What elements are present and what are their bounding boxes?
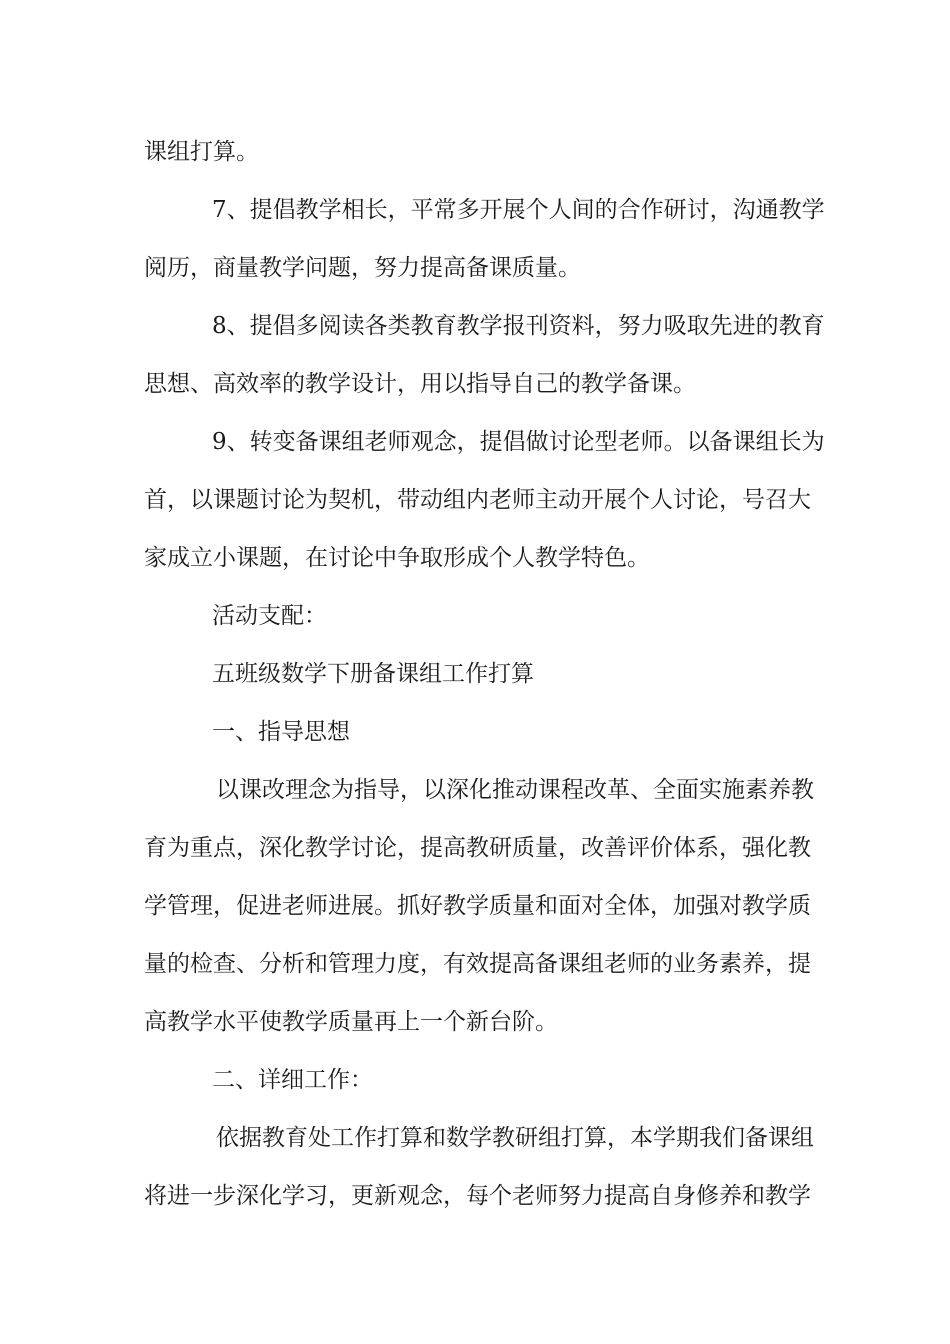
- text-line: 课组打算。: [144, 139, 259, 165]
- text-line: 量的检查、分析和管理力度，有效提高备课组老师的业务素养，提: [144, 951, 811, 977]
- text-line: 9、转变备课组老师观念，提倡做讨论型老师。以备课组长为: [212, 429, 825, 455]
- text-line: 活动支配：: [212, 603, 327, 629]
- text-line: 高教学水平使教学质量再上一个新台阶。: [144, 1009, 558, 1035]
- section-heading: 二、详细工作：: [212, 1067, 373, 1093]
- section-heading: 一、指导思想: [212, 719, 350, 745]
- text-line: 以课改理念为指导，以深化推动课程改革、全面实施素养教: [216, 777, 814, 803]
- text-line: 学管理，促进老师进展。抓好教学质量和面对全体，加强对教学质: [144, 893, 811, 919]
- text-line: 阅历，商量教学问题，努力提高备课质量。: [144, 255, 581, 281]
- text-line: 7、提倡教学相长，平常多开展个人间的合作研讨，沟通教学: [212, 197, 825, 223]
- text-line: 依据教育处工作打算和数学教研组打算，本学期我们备课组: [216, 1125, 814, 1151]
- text-line: 首，以课题讨论为契机，带动组内老师主动开展个人讨论，号召大: [144, 487, 811, 513]
- text-line: 育为重点，深化教学讨论，提高教研质量，改善评价体系，强化教: [144, 835, 811, 861]
- text-line: 8、提倡多阅读各类教育教学报刊资料，努力吸取先进的教育: [212, 313, 825, 339]
- text-line: 将进一步深化学习，更新观念，每个老师努力提高自身修养和教学: [144, 1183, 811, 1209]
- section-title: 五班级数学下册备课组工作打算: [212, 661, 534, 687]
- text-line: 思想、高效率的教学设计，用以指导自己的教学备课。: [144, 371, 696, 397]
- text-line: 家成立小课题，在讨论中争取形成个人教学特色。: [144, 545, 650, 571]
